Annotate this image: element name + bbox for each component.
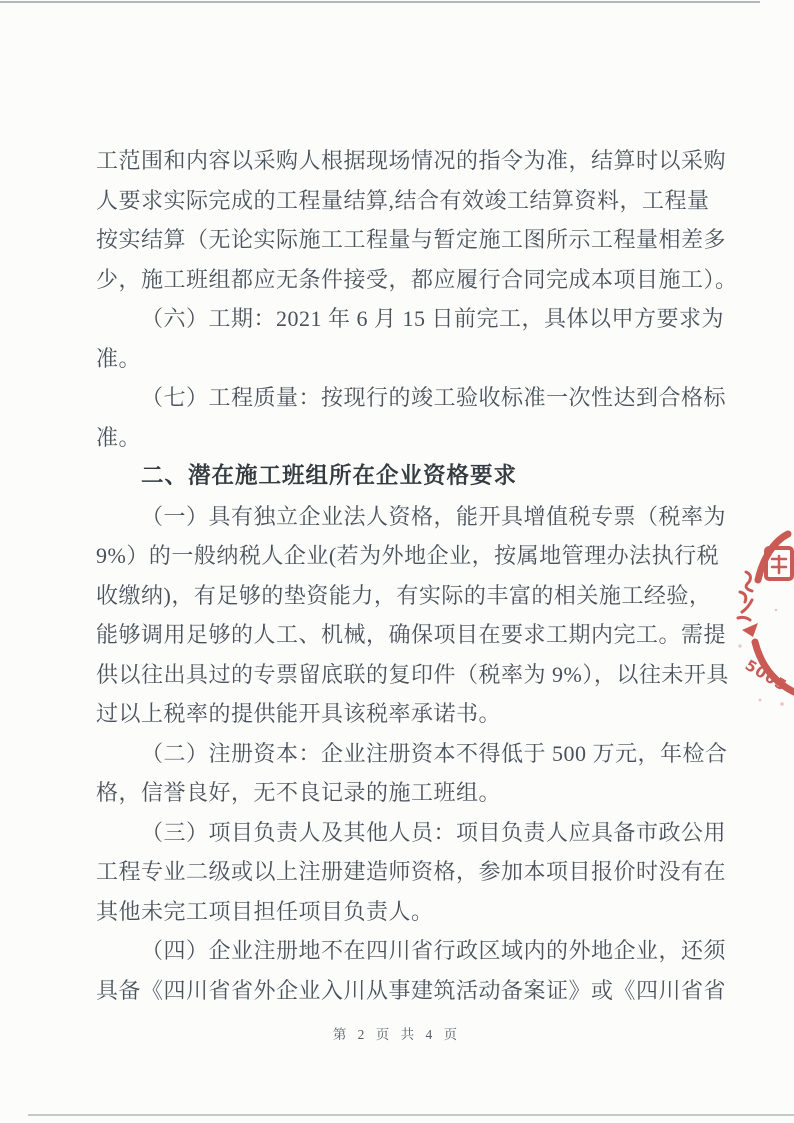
text-line: 工范围和内容以采购人根据现场情况的指令为准，结算时以采购 [96,148,727,173]
section-heading: 二、潜在施工班组所在企业资格要求 [141,463,518,489]
text-line: 具备《四川省省外企业入川从事建筑活动备案证》或《四川省省 [96,977,727,1003]
text-line: （四）企业注册地不在四川省行政区域内的外地企业，还须 [141,938,727,963]
scan-edge-line-top [0,1,760,3]
text-line: 少，施工班组都应无条件接受，都应履行合同完成本项目施工）。 [96,266,738,292]
text-line: 供以往出具过的专票留底联的复印件（税率为 9%），以往未开具 [96,661,729,687]
text-line: 收缴纳)，有足够的垫资能力，有实际的丰富的相关施工经验， [96,582,712,608]
text-line: 按实结算（无论实际施工工程量与暂定施工图所示工程量相差多 [96,227,727,252]
text-line: （二）注册资本：企业注册资本不得低于 500 万元，年检合 [141,740,728,766]
text-line: 9%）的一般纳税人企业(若为外地企业，按属地管理办法执行税 [96,543,720,568]
text-line: 过以上税率的提供能开具该税率承诺书。 [96,701,502,726]
text-line: 工程专业二级或以上注册建造师资格，参加本项目报价时没有在 [96,859,727,884]
text-line: （六）工期：2021 年 6 月 15 日前完工，具体以甲方要求为 [141,306,725,331]
text-line: 准。 [96,345,142,371]
scan-edge-line-bottom [28,1114,794,1116]
seal-serial-digits: 5005 [741,655,791,695]
text-line: （一）具有独立企业法人资格，能开具增值税专票（税率为 [141,503,727,529]
page-number: 第 2 页 共 4 页 [332,1027,462,1042]
text-line: 人要求实际完成的工程量结算,结合有效竣工结算资料，工程量 [96,187,710,213]
document-body [96,141,738,1010]
text-line: 其他未完工项目担任项目负责人。 [96,898,434,924]
text-line: （七）工程质量：按现行的竣工验收标准一次性达到合格标 [141,385,727,410]
text-line: 准。 [96,424,142,450]
red-seal-stamp-icon [730,518,794,708]
text-line: 格，信誉良好，无不良记录的施工班组。 [96,780,502,805]
text-line: 能够调用足够的人工、机械，确保项目在要求工期内完工。需提 [96,622,727,647]
text-line: （三）项目负责人及其他人员：项目负责人应具备市政公用 [141,819,727,845]
